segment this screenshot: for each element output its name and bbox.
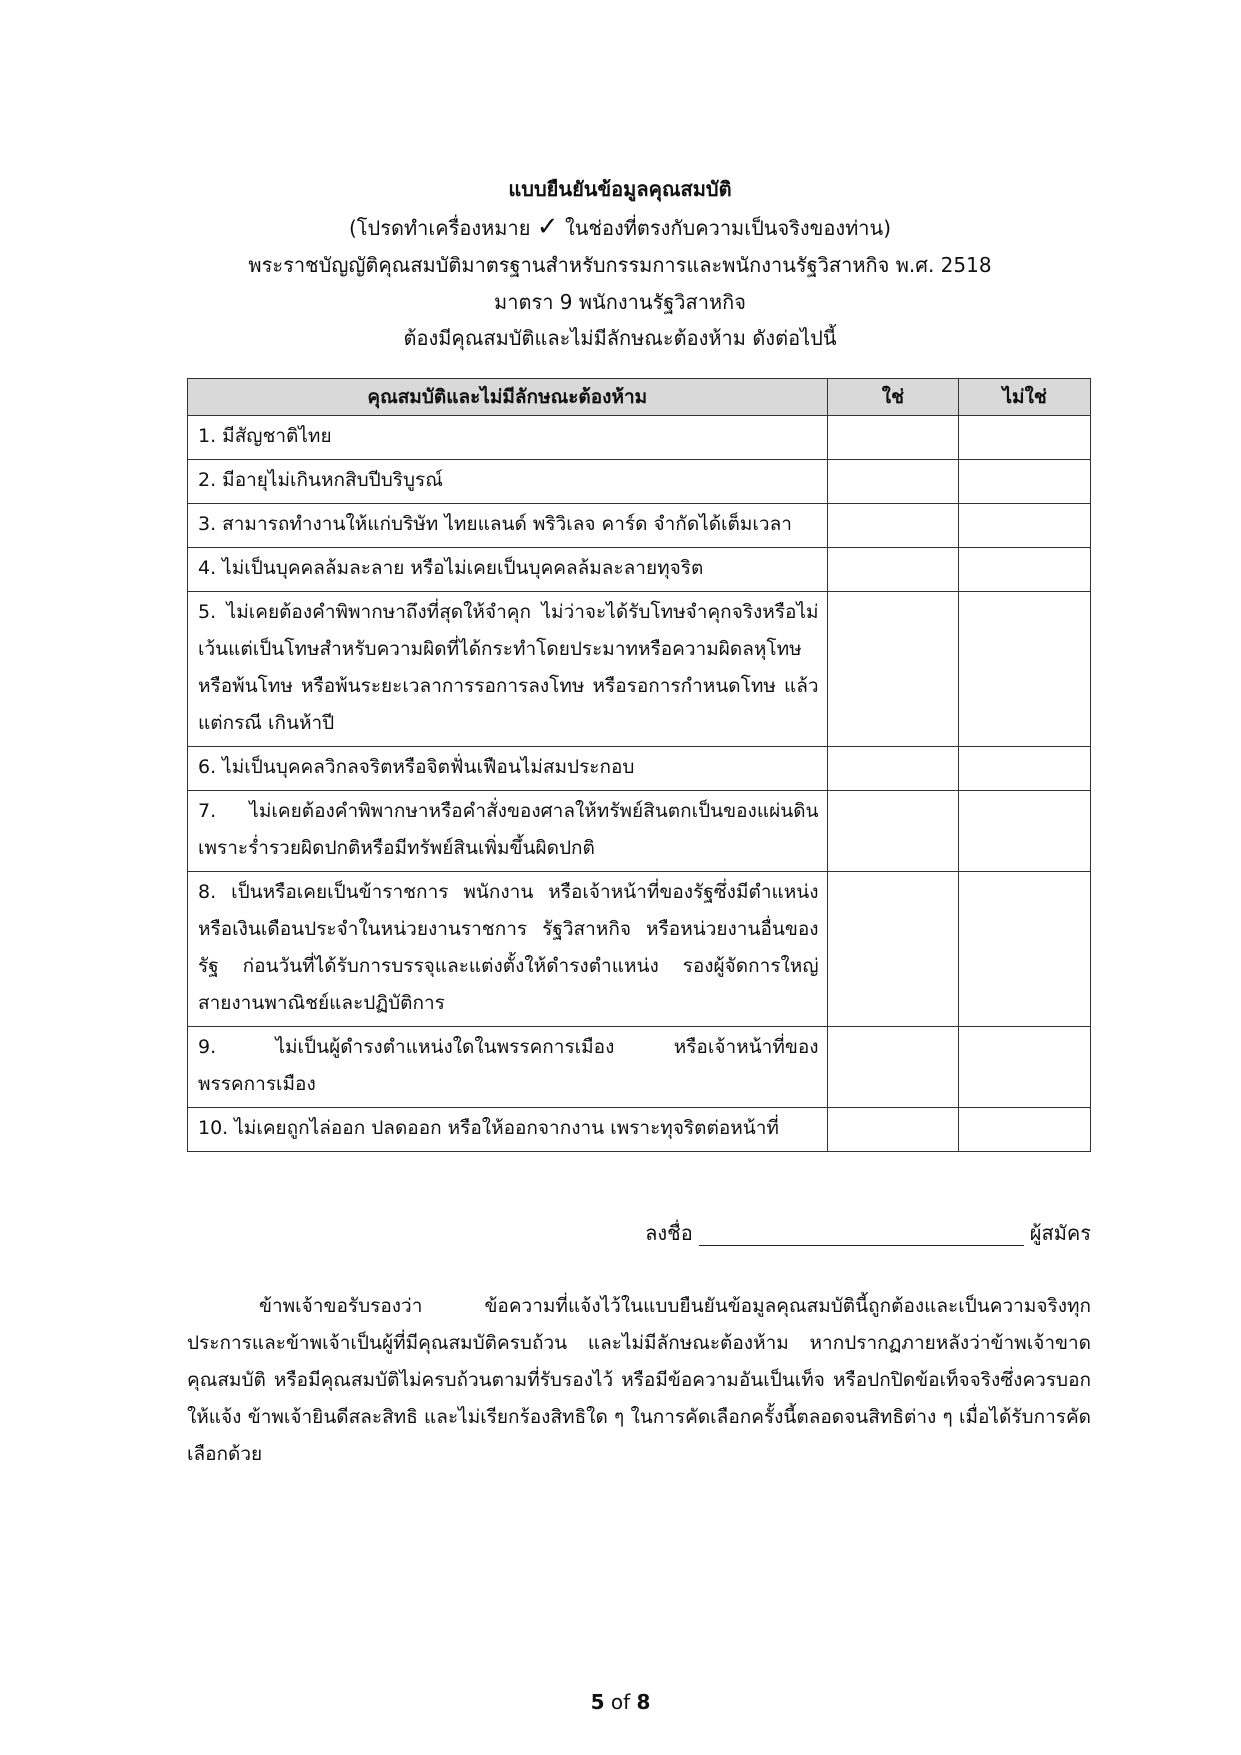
- certification-paragraph: ข้าพเจ้าขอรับรองว่า ข้อความที่แจ้งไว้ในแบบยืนยันข้อมูลคุณสมบัตินี้ถูกต้องและเป็นความจริงทุกประการและข้าพเจ้าเป็นผู้ที่มีคุณสมบัติครบถ้วน และไม่มีลักษณะต้องห้าม หากปรากฏภายหลังว่าข้าพเจ้าขาดคุณสมบัติ หรือมีคุณสมบัติไม่ครบถ้วนตามที่รับรองไว้ หรือมีข้อความอันเป็นเท็จ หรือปกปิดข้อเท็จจริงซึ่งควรบอกให้แจ้ง ข้าพเจ้ายินดีสละสิทธิ และไม่เรียกร้องสิทธิใด ๆ ในการคัดเลือกครั้งนี้ตลอดจนสิทธิต่าง ๆ เมื่อได้รับการคัดเลือกด้วย: [187, 1295, 1091, 1465]
- signature-line[interactable]: [699, 1223, 1024, 1246]
- yes-checkbox[interactable]: [827, 872, 959, 1027]
- table-row: [188, 872, 1091, 1027]
- no-checkbox[interactable]: [959, 872, 1091, 1027]
- table-row: [188, 548, 1091, 592]
- yes-checkbox[interactable]: [827, 747, 959, 791]
- criteria-cell: 9. ไม่เป็นผู้ดำรงตำแหน่งใดในพรรคการเมือง หรือเจ้าหน้าที่ของพรรคการเมือง: [188, 1027, 828, 1108]
- requirement-line: [160, 321, 1080, 355]
- table-row: [188, 1108, 1091, 1152]
- instruction-after: ในช่องที่ตรงกับความเป็นจริงของท่าน): [564, 216, 892, 240]
- criteria-cell: 4. ไม่เป็นบุคคลล้มละลาย หรือไม่เคยเป็นบุคคลล้มละลายทุจริต: [188, 548, 828, 592]
- yes-checkbox[interactable]: [827, 592, 959, 747]
- page-of: of: [610, 1690, 631, 1714]
- criteria-cell: 8. เป็นหรือเคยเป็นข้าราชการ พนักงาน หรือเจ้าหน้าที่ของรัฐซึ่งมีตำแหน่งหรือเงินเดือนประจำในหน่วยงานราชการ รัฐวิสาหกิจ หรือหน่วยงานอื่นของรัฐ ก่อนวันที่ได้รับการบรรจุและแต่งตั้งให้ดำรงตำแหน่ง รองผู้จัดการใหญ่ สายงานพาณิชย์และปฏิบัติการ: [188, 872, 828, 1027]
- header-criteria: คุณสมบัติและไม่มีลักษณะต้องห้าม: [188, 379, 828, 416]
- page-number: [0, 1690, 1241, 1714]
- form-title-text: แบบยืนยันข้อมูลคุณสมบัติ: [508, 177, 732, 201]
- criteria-cell: 10. ไม่เคยถูกไล่ออก ปลดออก หรือให้ออกจากงาน เพราะทุจริตต่อหน้าที่: [188, 1108, 828, 1152]
- table-row: [188, 791, 1091, 872]
- yes-checkbox[interactable]: [827, 1027, 959, 1108]
- table-header-row: [188, 379, 1091, 416]
- act-line: [160, 248, 1080, 282]
- no-checkbox[interactable]: [959, 1027, 1091, 1108]
- criteria-cell: 3. สามารถทำงานให้แก่บริษัท ไทยแลนด์ พริวิเลจ คาร์ด จำกัดได้เต็มเวลา: [188, 504, 828, 548]
- signature-block: [600, 1216, 1091, 1250]
- signature-role: ผู้สมัคร: [1029, 1221, 1091, 1245]
- signature-label: ลงชื่อ: [645, 1221, 693, 1245]
- section-text: มาตรา 9 พนักงานรัฐวิสาหกิจ: [494, 290, 746, 314]
- no-checkbox[interactable]: [959, 791, 1091, 872]
- instruction-before: (โปรดทำเครื่องหมาย: [348, 216, 531, 240]
- no-checkbox[interactable]: [959, 548, 1091, 592]
- table-row: [188, 592, 1091, 747]
- yes-checkbox[interactable]: [827, 548, 959, 592]
- yes-checkbox[interactable]: [827, 1108, 959, 1152]
- act-name: พระราชบัญญัติคุณสมบัติมาตรฐานสำหรับกรรมการและพนักงานรัฐวิสาหกิจ พ.ศ. 2518: [248, 253, 992, 277]
- requirement-text: ต้องมีคุณสมบัติและไม่มีลักษณะต้องห้าม ดังต่อไปนี้: [403, 326, 837, 350]
- qualification-table: [187, 378, 1091, 1152]
- criteria-cell: 2. มีอายุไม่เกินหกสิบปีบริบูรณ์: [188, 460, 828, 504]
- form-title: [160, 172, 1080, 206]
- yes-checkbox[interactable]: [827, 460, 959, 504]
- table-row: [188, 1027, 1091, 1108]
- criteria-cell: 1. มีสัญชาติไทย: [188, 416, 828, 460]
- yes-checkbox[interactable]: [827, 416, 959, 460]
- table-row: [188, 747, 1091, 791]
- section-line: [160, 285, 1080, 319]
- page-total: 8: [636, 1690, 651, 1714]
- table-row: [188, 504, 1091, 548]
- yes-checkbox[interactable]: [827, 504, 959, 548]
- no-checkbox[interactable]: [959, 504, 1091, 548]
- criteria-cell: 5. ไม่เคยต้องคำพิพากษาถึงที่สุดให้จำคุก ไม่ว่าจะได้รับโทษจำคุกจริงหรือไม่ เว้นแต่เป็นโทษสำหรับความผิดที่ได้กระทำโดยประมาทหรือความผิดลหุโทษ หรือพ้นโทษ หรือพ้นระยะเวลาการรอการลงโทษ หรือรอการกำหนดโทษ แล้วแต่กรณี เกินห้าปี: [188, 592, 828, 747]
- header-no: ไม่ใช่: [959, 379, 1091, 416]
- criteria-cell: 6. ไม่เป็นบุคคลวิกลจริตหรือจิตฟั่นเฟือนไม่สมประกอบ: [188, 747, 828, 791]
- table-row: [188, 416, 1091, 460]
- no-checkbox[interactable]: [959, 416, 1091, 460]
- page-current: 5: [590, 1690, 605, 1714]
- header-yes: ใช่: [827, 379, 959, 416]
- no-checkbox[interactable]: [959, 747, 1091, 791]
- no-checkbox[interactable]: [959, 592, 1091, 747]
- check-mark-icon: ✓: [536, 212, 559, 242]
- no-checkbox[interactable]: [959, 460, 1091, 504]
- criteria-cell: 7. ไม่เคยต้องคำพิพากษาหรือคำสั่งของศาลให้ทรัพย์สินตกเป็นของแผ่นดิน เพราะร่ำรวยผิดปกติหรือมีทรัพย์สินเพิ่มขึ้นผิดปกติ: [188, 791, 828, 872]
- yes-checkbox[interactable]: [827, 791, 959, 872]
- no-checkbox[interactable]: [959, 1108, 1091, 1152]
- instruction-line: [160, 210, 1080, 245]
- table-row: [188, 460, 1091, 504]
